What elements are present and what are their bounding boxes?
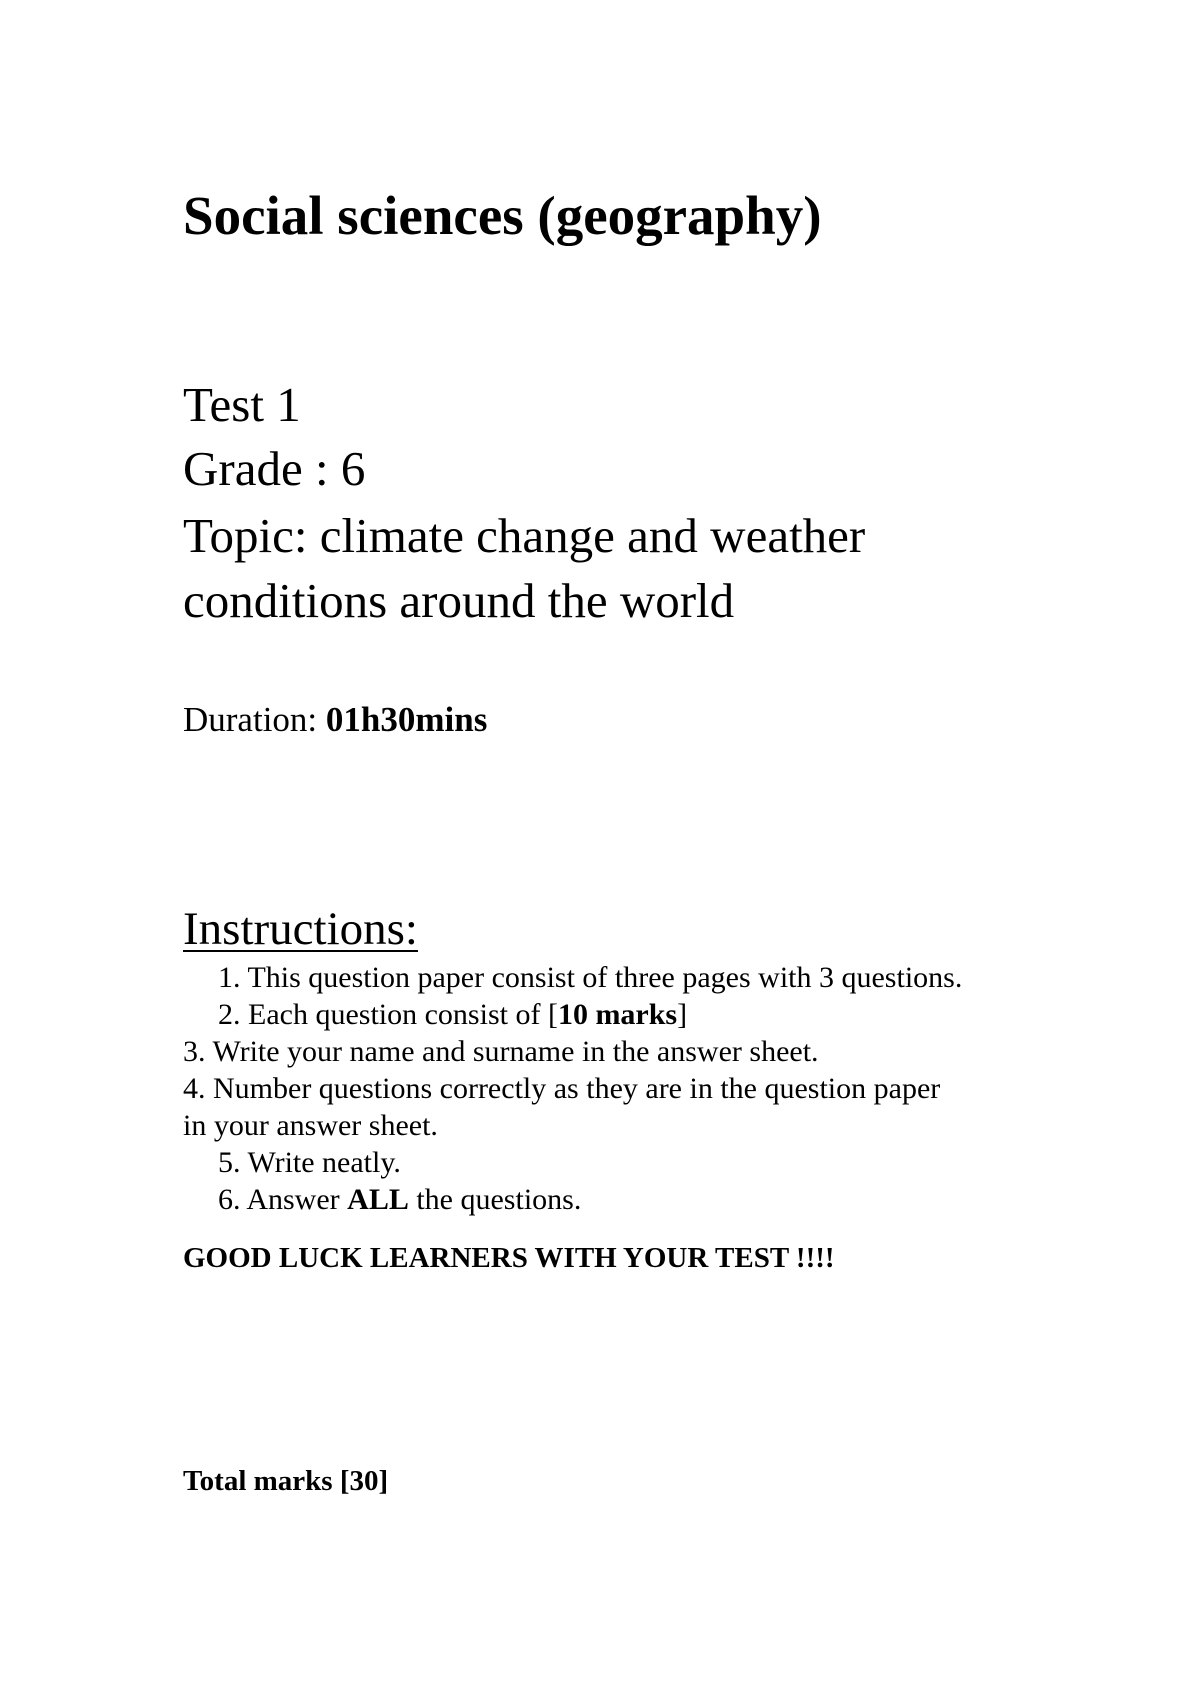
duration xyxy=(183,702,487,737)
instruction-item-2-bold: 10 marks xyxy=(557,998,678,1031)
document-title: Social sciences (geography) xyxy=(183,185,822,246)
instruction-item-4-line-2: in your answer sheet. xyxy=(183,1109,438,1142)
test-number: Test 1 xyxy=(183,377,301,432)
instructions-heading: Instructions: xyxy=(183,903,418,955)
instruction-item-6-suffix: the questions. xyxy=(408,1183,582,1216)
topic-line-2: conditions around the world xyxy=(183,573,735,628)
instruction-item-3: 3. Write your name and surname in the answer sheet. xyxy=(183,1035,819,1068)
instruction-item-2-prefix: 2. Each question consist of [ xyxy=(218,998,558,1031)
good-luck-message: GOOD LUCK LEARNERS WITH YOUR TEST !!!! xyxy=(183,1242,835,1274)
total-marks: Total marks [30] xyxy=(183,1465,389,1497)
instruction-item-6-prefix: 6. Answer xyxy=(218,1183,348,1216)
duration-value: 01h30mins xyxy=(325,700,488,739)
instruction-item-6-bold: ALL xyxy=(347,1183,409,1216)
topic-line-1: Topic: climate change and weather xyxy=(183,508,866,563)
instruction-item-2 xyxy=(218,1000,687,1030)
instruction-item-6 xyxy=(218,1185,581,1215)
grade-level: Grade : 6 xyxy=(183,441,366,496)
instruction-item-5: 5. Write neatly. xyxy=(218,1146,401,1179)
instruction-item-1: 1. This question paper consist of three pages with 3 questions. xyxy=(218,961,963,994)
instruction-item-4-line-1: 4. Number questions correctly as they are in the question paper xyxy=(183,1072,941,1105)
duration-label: Duration: xyxy=(183,700,326,739)
instruction-item-2-suffix: ] xyxy=(677,998,688,1031)
